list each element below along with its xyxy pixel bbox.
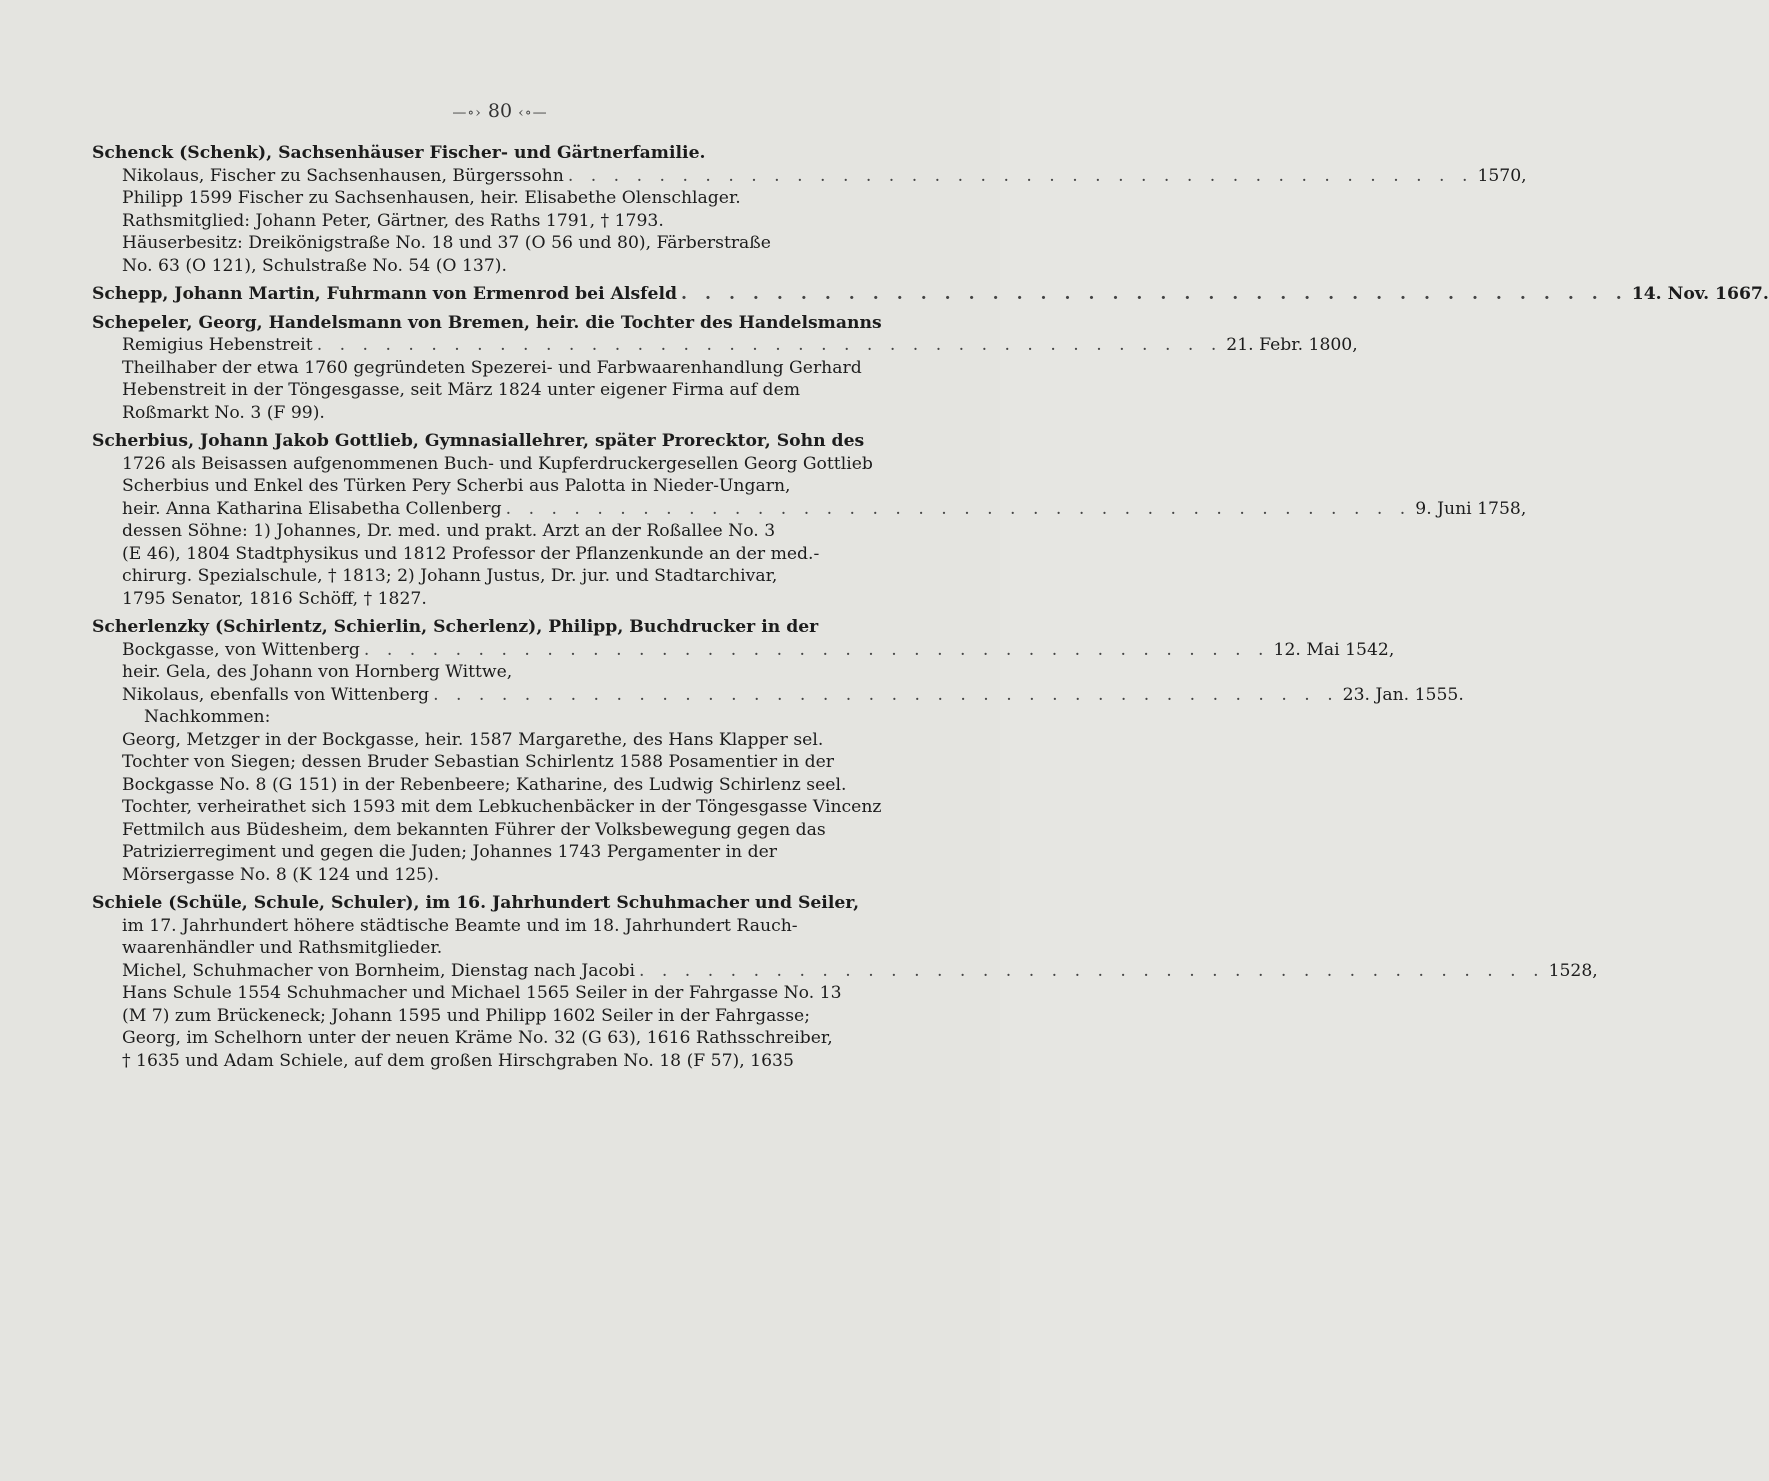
entry-text-line: Bockgasse No. 8 (G 151) in der Rebenbeere; Katharine, des Ludwig Schirlenz seel. — [122, 774, 847, 795]
page-number-header — [0, 100, 1000, 122]
line-date: 1570, — [1477, 165, 1527, 186]
entry-text-line — [92, 960, 1598, 983]
line-text: Michel, Schuhmacher von Bornheim, Dienstag nach Jacobi — [122, 960, 635, 981]
entry-text-line: Fettmilch aus Büdesheim, dem bekannten Führer der Volksbewegung gegen das — [122, 819, 826, 840]
entry-text-line: 1726 als Beisassen aufgenommenen Buch- und Kupferdruckergesellen Georg Gottlieb — [122, 453, 873, 474]
entry — [92, 283, 1769, 312]
line-date: 1528, — [1548, 960, 1598, 981]
entry-heading-line: Schiele (Schüle, Schule, Schuler), im 16. Jahrhundert Schuhmacher und Seiler, — [92, 893, 860, 913]
entry — [92, 312, 1358, 431]
entry-heading-line — [92, 283, 1769, 306]
line-date: 12. Mai 1542, — [1273, 639, 1395, 660]
entry — [92, 142, 1527, 283]
line-date: 21. Febr. 1800, — [1226, 335, 1358, 355]
entry-text-line: Roßmarkt No. 3 (F 99). — [122, 402, 325, 423]
entry-text-line — [92, 334, 1358, 357]
entry-text-line: Theilhaber der etwa 1760 gegründeten Spezerei- und Farbwaarenhandlung Gerhard — [122, 357, 862, 378]
entry-text-line: (M 7) zum Brückeneck; Johann 1595 und Philipp 1602 Seiler in der Fahrgasse; — [122, 1005, 811, 1026]
line-date: 9. Juni 1758, — [1415, 498, 1527, 519]
entry-text-line: Hans Schule 1554 Schuhmacher und Michael 1565 Seiler in der Fahrgasse No. 13 — [122, 983, 842, 1003]
dot-leader: . . . . . . . . . . . . . . . . . . . . . . . . . . . . . . . . . . . . . . . . — [363, 639, 1270, 660]
line-text: Schepp, Johann Martin, Fuhrmann von Ermenrod bei Alsfeld — [92, 284, 678, 304]
entry-heading-line: Schenck (Schenk), Sachsenhäuser Fischer- und Gärtnerfamilie. — [92, 143, 706, 163]
entry-text-line: dessen Söhne: 1) Johannes, Dr. med. und prakt. Arzt an der Roßallee No. 3 — [122, 521, 776, 541]
entry-text-line: im 17. Jahrhundert höhere städtische Beamte und im 18. Jahrhundert Rauch- — [122, 915, 798, 936]
entry-text-line: Patrizierregiment und gegen die Juden; Johannes 1743 Pergamenter in der — [122, 842, 777, 862]
line-text: Bockgasse, von Wittenberg — [122, 639, 360, 660]
entry — [92, 892, 1598, 1078]
entry-text-line — [92, 498, 1527, 521]
line-text: heir. Anna Katharina Elisabetha Collenberg — [122, 498, 502, 519]
entry-text-line: Scherbius und Enkel des Türken Pery Scherbi aus Palotta in Nieder-Ungarn, — [122, 476, 791, 496]
dot-leader: . . . . . . . . . . . . . . . . . . . . . . . . . . . . . . . . . . . . . . . . — [505, 498, 1412, 519]
entry-text-line: Georg, im Schelhorn unter der neuen Kräme No. 32 (G 63), 1616 Rathsschreiber, — [122, 1028, 833, 1048]
dot-leader: . . . . . . . . . . . . . . . . . . . . . . . . . . . . . . . . . . . . . . . . — [433, 684, 1339, 705]
line-text: Remigius Hebenstreit — [122, 335, 313, 355]
entry-text-line: Georg, Metzger in der Bockgasse, heir. 1587 Margarethe, des Hans Klapper sel. — [122, 729, 824, 750]
entry-text-line: chirurg. Spezialschule, † 1813; 2) Johann Justus, Dr. jur. und Stadtarchivar, — [122, 566, 778, 586]
line-date: 14. Nov. 1667. — [1631, 284, 1769, 304]
entry — [92, 430, 1527, 616]
ornament-right: ‹∘— — [518, 105, 548, 121]
entry-text-line: Philipp 1599 Fischer zu Sachsenhausen, heir. Elisabethe Olenschlager. — [122, 188, 741, 208]
entry-text-line: Tochter, verheirathet sich 1593 mit dem Lebkuchenbäcker in der Töngesgasse Vincenz — [122, 797, 882, 817]
page-number: 80 — [487, 100, 513, 122]
dot-leader: . . . . . . . . . . . . . . . . . . . . . . . . . . . . . . . . . . . . . . . . — [638, 960, 1545, 981]
line-text: Nikolaus, ebenfalls von Wittenberg — [122, 684, 430, 705]
dot-leader: . . . . . . . . . . . . . . . . . . . . . . . . . . . . . . . . . . . . . . . . — [316, 335, 1223, 355]
line-date: 23. Jan. 1555. — [1342, 684, 1464, 705]
entry-heading-line: Scherlenzky (Schirlentz, Schierlin, Scherlenz), Philipp, Buchdrucker in der — [92, 617, 819, 637]
entry-text-line: heir. Gela, des Johann von Hornberg Wittwe, — [122, 662, 513, 682]
entry — [92, 616, 1464, 892]
entry-text-line — [92, 165, 1527, 188]
entry-text-line: † 1635 und Adam Schiele, auf dem großen Hirschgraben No. 18 (F 57), 1635 — [122, 1050, 794, 1071]
entry-heading-line: Scherbius, Johann Jakob Gottlieb, Gymnasiallehrer, später Prorecktor, Sohn des — [92, 431, 865, 451]
entry-text-line — [92, 639, 1395, 662]
entry-text-line: Häuserbesitz: Dreikönigstraße No. 18 und 37 (O 56 und 80), Färberstraße — [122, 233, 771, 253]
page-content — [92, 142, 1769, 1078]
entry-text-line: Tochter von Siegen; dessen Bruder Sebastian Schirlentz 1588 Posamentier in der — [122, 752, 834, 772]
entry-text-line — [92, 684, 1464, 707]
dot-leader: . . . . . . . . . . . . . . . . . . . . . . . . . . . . . . . . . . . . . . . . — [681, 284, 1628, 304]
entry-text-line: waarenhändler und Rathsmitglieder. — [122, 938, 443, 958]
entry-text-line: Mörsergasse No. 8 (K 124 und 125). — [122, 864, 440, 885]
line-text: Nikolaus, Fischer zu Sachsenhausen, Bürgerssohn — [122, 165, 564, 186]
entry-text-line: (E 46), 1804 Stadtphysikus und 1812 Professor der Pflanzenkunde an der med.- — [122, 543, 820, 564]
dot-leader: . . . . . . . . . . . . . . . . . . . . . . . . . . . . . . . . . . . . . . . . — [567, 165, 1474, 186]
ornament-left: —∘› — [452, 105, 482, 121]
entry-text-line: 1795 Senator, 1816 Schöff, † 1827. — [122, 588, 427, 609]
entry-text-line: Nachkommen: — [144, 707, 271, 727]
entry-text-line: Rathsmitglied: Johann Peter, Gärtner, des Raths 1791, † 1793. — [122, 210, 664, 231]
entry-text-line: Hebenstreit in der Töngesgasse, seit März 1824 unter eigener Firma auf dem — [122, 380, 801, 400]
entry-heading-line: Schepeler, Georg, Handelsmann von Bremen, heir. die Tochter des Handelsmanns — [92, 312, 882, 333]
entry-text-line: No. 63 (O 121), Schulstraße No. 54 (O 137). — [122, 255, 507, 276]
